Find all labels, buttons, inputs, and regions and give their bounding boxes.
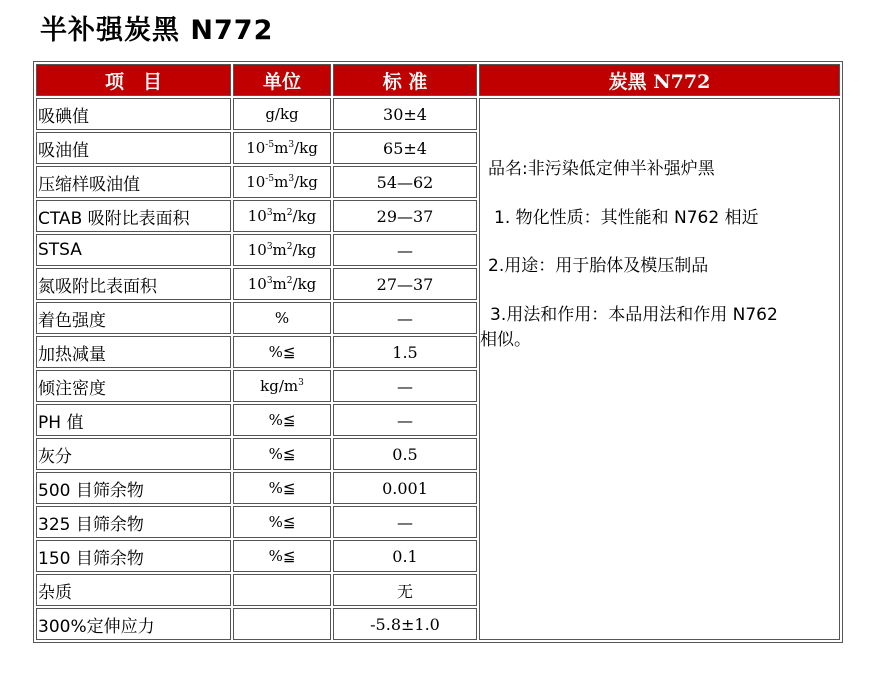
property-name: 压缩样吸油值 <box>36 166 231 198</box>
table-body <box>36 98 840 640</box>
property-standard: 54—62 <box>333 166 477 198</box>
property-unit: $10^{-5}m^3/kg$ <box>233 132 331 164</box>
property-standard: — <box>333 370 477 402</box>
description-product-name: 品名:非污染低定伸半补强炉黑 <box>488 159 715 179</box>
property-unit <box>233 608 331 640</box>
property-unit: g/kg <box>233 98 331 130</box>
property-name: 300%定伸应力 <box>36 608 231 640</box>
property-unit: %≦ <box>233 472 331 504</box>
property-unit: $10^3m^2/kg$ <box>233 234 331 266</box>
spec-table <box>33 61 843 643</box>
description-item-1: 1. 物化性质：其性能和 N762 相近 <box>494 207 759 228</box>
property-standard: 无 <box>333 574 477 606</box>
header-product: 炭黑 N772 <box>479 64 840 96</box>
property-unit: $kg/m^3$ <box>233 370 331 402</box>
table-row <box>36 98 840 130</box>
property-unit: %≦ <box>233 336 331 368</box>
page-title: 半补强炭黑 N772 <box>40 15 274 46</box>
property-standard: 0.1 <box>333 540 477 572</box>
property-unit: $10^3m^2/kg$ <box>233 268 331 300</box>
property-unit: $10^{-5}m^3/kg$ <box>233 166 331 198</box>
property-unit: $10^3m^2/kg$ <box>233 200 331 232</box>
property-standard: 0.5 <box>333 438 477 470</box>
property-unit: % <box>233 302 331 334</box>
description-item-3-cont: 相似。 <box>480 329 531 350</box>
property-standard: 30±4 <box>333 98 477 130</box>
header-standard: 标 准 <box>333 64 477 96</box>
description-item-2: 2.用途：用于胎体及模压制品 <box>488 256 709 277</box>
header-unit: 单位 <box>233 64 331 96</box>
property-unit: %≦ <box>233 540 331 572</box>
property-unit: %≦ <box>233 438 331 470</box>
property-standard: — <box>333 506 477 538</box>
property-unit <box>233 574 331 606</box>
header-item: 项 目 <box>36 64 231 96</box>
property-name: STSA <box>36 234 231 266</box>
property-name: PH 值 <box>36 404 231 436</box>
spec-table-wrapper <box>33 61 843 643</box>
property-name: 吸油值 <box>36 132 231 164</box>
property-name: 倾注密度 <box>36 370 231 402</box>
property-name: 150 目筛余物 <box>36 540 231 572</box>
property-name: 杂质 <box>36 574 231 606</box>
property-standard: — <box>333 234 477 266</box>
property-name: 氮吸附比表面积 <box>36 268 231 300</box>
property-standard: 0.001 <box>333 472 477 504</box>
property-unit: %≦ <box>233 506 331 538</box>
property-name: 灰分 <box>36 438 231 470</box>
property-standard: -5.8±1.0 <box>333 608 477 640</box>
property-standard: 1.5 <box>333 336 477 368</box>
property-standard: — <box>333 404 477 436</box>
table-header-row <box>36 64 840 96</box>
property-name: 500 目筛余物 <box>36 472 231 504</box>
property-name: 325 目筛余物 <box>36 506 231 538</box>
property-unit: %≦ <box>233 404 331 436</box>
property-name: CTAB 吸附比表面积 <box>36 200 231 232</box>
description-item-3: 3.用法和作用：本品用法和作用 N762 <box>490 304 778 325</box>
property-standard: 29—37 <box>333 200 477 232</box>
property-standard: 65±4 <box>333 132 477 164</box>
product-description <box>479 98 840 640</box>
property-name: 着色强度 <box>36 302 231 334</box>
property-standard: — <box>333 302 477 334</box>
property-standard: 27—37 <box>333 268 477 300</box>
description-body <box>480 99 839 352</box>
property-name: 加热减量 <box>36 336 231 368</box>
property-name: 吸碘值 <box>36 98 231 130</box>
